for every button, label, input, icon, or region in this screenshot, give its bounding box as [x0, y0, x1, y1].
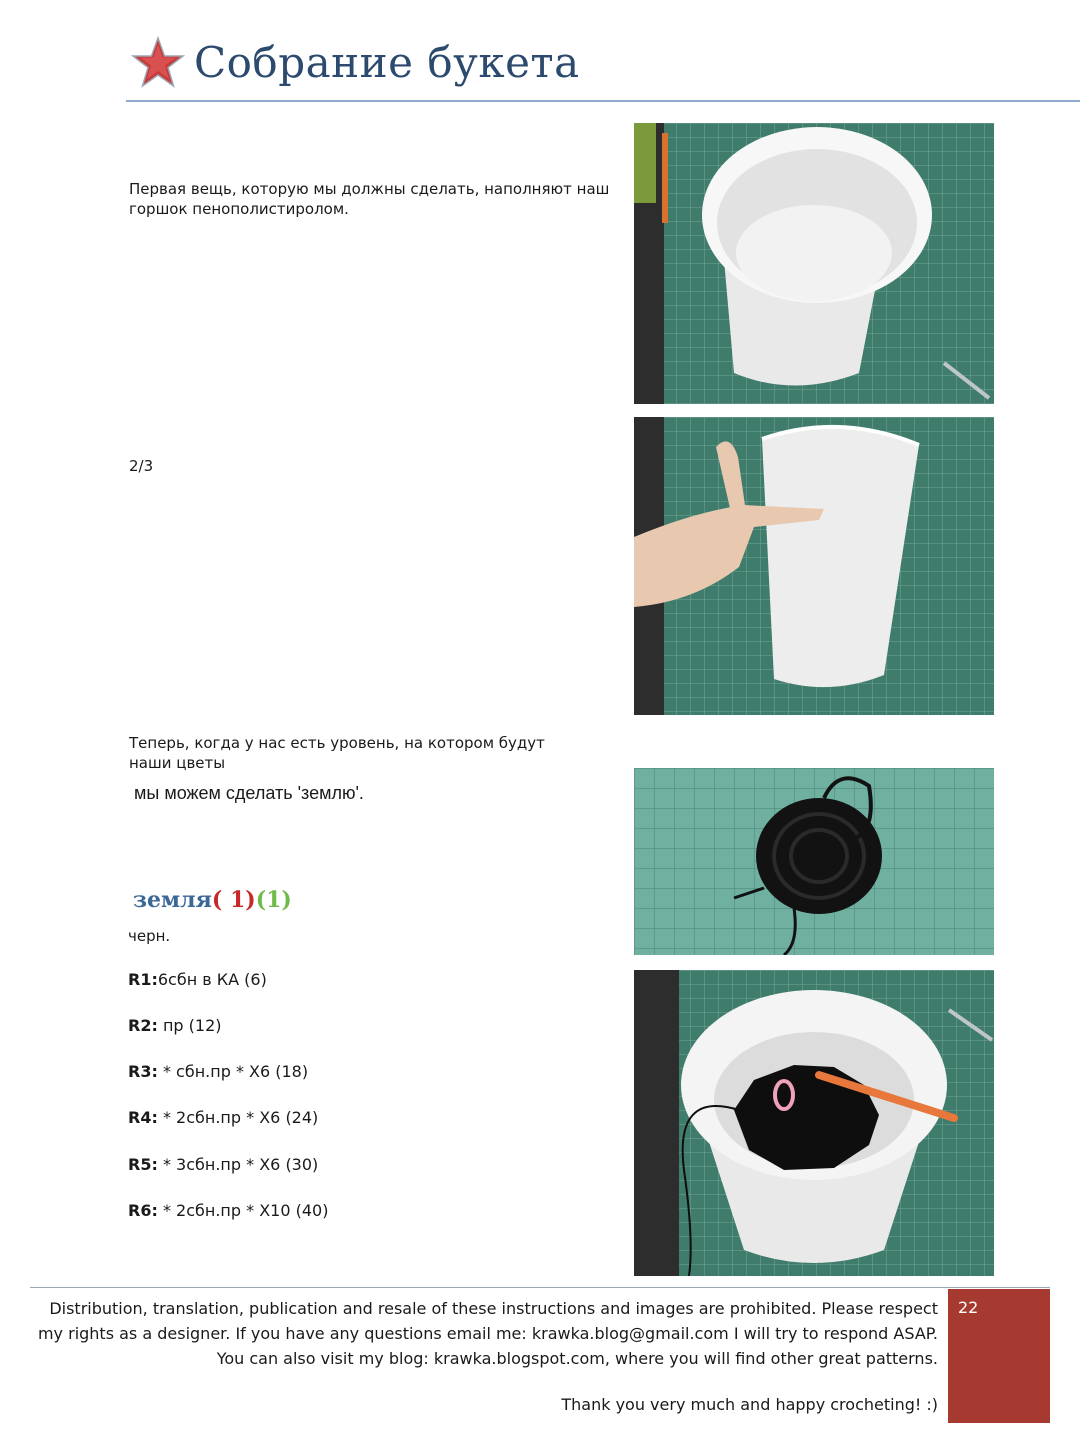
step-2-text: 2/3 — [129, 457, 154, 475]
row-label: R1: — [128, 970, 158, 989]
page-number-box — [948, 1289, 1050, 1423]
row-text: пр (12) — [157, 1016, 222, 1035]
section-count-red: ( 1) — [211, 887, 256, 913]
pattern-row — [128, 1062, 308, 1082]
pattern-row — [128, 1016, 222, 1036]
row-text: * 2сбн.пр * X6 (24) — [157, 1108, 319, 1127]
pattern-row — [128, 1201, 328, 1221]
pattern-row — [128, 1155, 318, 1175]
step-1-text: Первая вещь, которую мы должны сделать, наполняют наш горшок пенополистиролом. — [129, 180, 610, 218]
section-count-green: (1) — [255, 887, 292, 913]
row-text: 6сбн в КА (6) — [157, 970, 267, 989]
row-label: R6: — [128, 1201, 158, 1220]
photo-crochet-circle — [634, 768, 994, 955]
row-text: * 2сбн.пр * X10 (40) — [157, 1201, 329, 1220]
row-label: R4: — [128, 1108, 158, 1127]
footer-copyright-notice: Distribution, translation, publication and resale of these instructions and images are prohibited. Please respect my rights as a designer. If you have any questions email me: krawka.blog@gmail.com I will try to respond ASAP. You can also visit my blog: krawka.blogspot.com, where you will find other great patterns. — [37, 1299, 938, 1368]
pattern-row — [128, 1108, 318, 1128]
star-icon — [130, 36, 186, 92]
footer-thanks: Thank you very much and happy crocheting! :) — [561, 1395, 938, 1414]
step-3-text: Теперь, когда у нас есть уровень, на котором будут наши цветы — [129, 734, 545, 772]
pattern-row — [128, 970, 267, 990]
photo-pot-with-earth — [634, 970, 994, 1276]
yarn-color-note: черн. — [128, 927, 171, 945]
photo-pot-foam — [634, 123, 994, 404]
section-heading — [133, 887, 292, 913]
row-text: * 3сбн.пр * X6 (30) — [157, 1155, 319, 1174]
step-4-text: мы можем сделать 'землю'. — [134, 783, 364, 803]
page-number: 22 — [958, 1298, 979, 1317]
section-heading-word: земля — [133, 887, 212, 913]
row-text: * сбн.пр * X6 (18) — [157, 1062, 309, 1081]
title-divider — [126, 100, 1080, 102]
photo-pot-measure — [634, 417, 994, 715]
row-label: R3: — [128, 1062, 158, 1081]
page-header — [126, 34, 1080, 102]
page-title: Собрание букета — [194, 38, 580, 87]
footer-divider — [30, 1287, 1050, 1288]
row-label: R2: — [128, 1016, 158, 1035]
row-label: R5: — [128, 1155, 158, 1174]
